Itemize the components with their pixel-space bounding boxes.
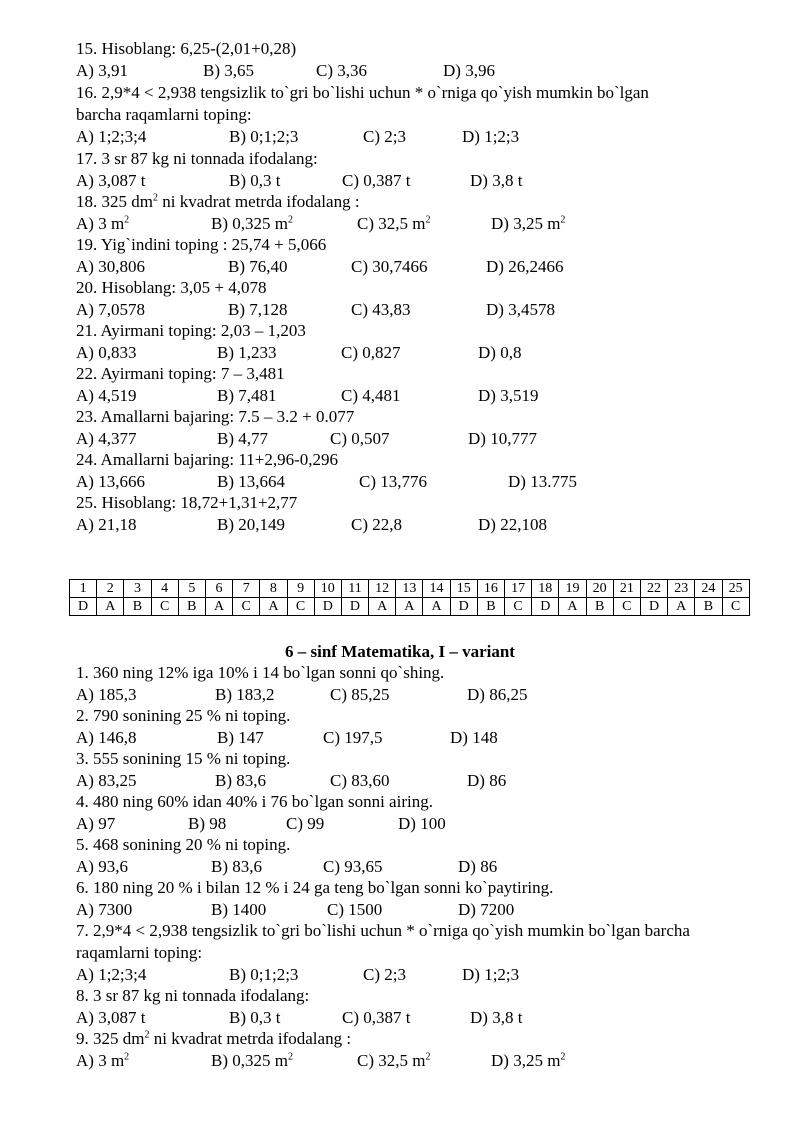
answer-key-number-cell: 22 xyxy=(640,580,667,598)
answer-key-number-cell: 19 xyxy=(559,580,586,598)
question-16-line-1: 16. 2,9*4 < 2,938 tengsizlik to`gri bo`lishi uchun * o`rniga qo`yish mumkin bo`lgan xyxy=(76,83,649,102)
question-23: 23. Amallarni bajaring: 7.5 – 3.2 + 0.077 xyxy=(76,407,355,426)
answer-key-answer-cell: D xyxy=(314,598,341,616)
option-d: D) 7200 xyxy=(458,900,515,919)
answer-key-answer-cell: A xyxy=(260,598,287,616)
answer-key-answer-cell: B xyxy=(124,598,151,616)
option-c: C) 0,387 t xyxy=(342,171,411,190)
question-3-options xyxy=(76,770,776,791)
answer-key-number-cell: 4 xyxy=(151,580,178,598)
section-title: 6 – sinf Matematika, I – variant xyxy=(285,642,515,661)
option-a: A) 93,6 xyxy=(76,857,128,876)
answer-key-number-cell: 24 xyxy=(695,580,722,598)
question-16-options xyxy=(76,126,776,147)
answer-key-answers-row xyxy=(70,598,750,616)
option-b: B) 0;1;2;3 xyxy=(229,127,299,146)
option-b: B) 7,128 xyxy=(228,300,288,319)
answer-key-number-cell: 12 xyxy=(369,580,396,598)
question-23-options xyxy=(76,428,776,449)
question-16-line-2: barcha raqamlarni toping: xyxy=(76,105,252,124)
question-7-line-2: raqamlarni toping: xyxy=(76,943,203,962)
answer-key-number-cell: 14 xyxy=(423,580,450,598)
answer-key-answer-cell: C xyxy=(287,598,314,616)
option-a: A) 146,8 xyxy=(76,728,137,747)
option-b: B) 1400 xyxy=(211,900,267,919)
option-c: C) 83,60 xyxy=(330,771,390,790)
option-a: A) 0,833 xyxy=(76,343,137,362)
option-b: B) 4,77 xyxy=(217,429,268,448)
option-b: B) 83,6 xyxy=(215,771,266,790)
option-c: C) 0,507 xyxy=(330,429,390,448)
question-18 xyxy=(76,191,360,212)
option-d: D) 13.775 xyxy=(508,472,577,491)
question-15-options xyxy=(76,60,776,81)
answer-key-number-cell: 6 xyxy=(205,580,232,598)
answer-key-number-cell: 17 xyxy=(505,580,532,598)
option-b: B) 76,40 xyxy=(228,257,288,276)
question-21-options xyxy=(76,342,776,363)
option-c: C) 22,8 xyxy=(351,515,402,534)
option-b: B) 0;1;2;3 xyxy=(229,965,299,984)
option-d: D) 100 xyxy=(398,814,446,833)
question-5-options xyxy=(76,856,776,877)
answer-key-number-cell: 10 xyxy=(314,580,341,598)
option-b: B) 83,6 xyxy=(211,857,262,876)
question-7-line-1: 7. 2,9*4 < 2,938 tengsizlik to`gri bo`lishi uchun * o`rniga qo`yish mumkin bo`lgan barcha xyxy=(76,921,690,940)
answer-key-numbers-row xyxy=(70,580,750,598)
superscript: 2 xyxy=(144,1029,150,1041)
option-d: D) 3,25 $m^2$ xyxy=(491,214,566,233)
question-25: 25. Hisoblang: 18,72+1,31+2,77 xyxy=(76,493,298,512)
answer-key-number-cell: 25 xyxy=(722,580,749,598)
option-c: C) 32,5 $m^2$ xyxy=(357,214,431,233)
answer-key-number-cell: 8 xyxy=(260,580,287,598)
answer-key-number-cell: 23 xyxy=(668,580,695,598)
option-a: A) 3 $m^2$ xyxy=(76,1051,130,1070)
question-7-options xyxy=(76,964,776,985)
option-c: C) 32,5 $m^2$ xyxy=(357,1051,431,1070)
option-b: B) 20,149 xyxy=(217,515,285,534)
option-d: D) 1;2;3 xyxy=(462,127,520,146)
option-c: C) 3,36 xyxy=(316,61,367,80)
option-a: A) 13,666 xyxy=(76,472,145,491)
option-c: C) 2;3 xyxy=(363,965,406,984)
option-d: D) 0,8 xyxy=(478,343,522,362)
option-c: C) 0,387 t xyxy=(342,1008,411,1027)
option-a: A) 83,25 xyxy=(76,771,137,790)
question-20-options xyxy=(76,299,776,320)
question-22-options xyxy=(76,385,776,406)
question-2: 2. 790 sonining 25 % ni toping. xyxy=(76,706,291,725)
option-b: B) 7,481 xyxy=(217,386,277,405)
question-24-options xyxy=(76,471,776,492)
option-a: A) 7,0578 xyxy=(76,300,145,319)
question-22: 22. Ayirmani toping: 7 – 3,481 xyxy=(76,364,285,383)
answer-key-answer-cell: A xyxy=(396,598,423,616)
answer-key-number-cell: 9 xyxy=(287,580,314,598)
question-24: 24. Amallarni bajaring: 11+2,96-0,296 xyxy=(76,450,339,469)
option-d: D) 3,25 $m^2$ xyxy=(491,1051,566,1070)
question-1-options xyxy=(76,684,776,705)
answer-key-number-cell: 18 xyxy=(532,580,559,598)
question-4-options xyxy=(76,813,776,834)
option-d: D) 3,4578 xyxy=(486,300,555,319)
answer-key-answer-cell: A xyxy=(369,598,396,616)
answer-key-answer-cell: B xyxy=(586,598,613,616)
option-a: A) 4,377 xyxy=(76,429,137,448)
option-c: C) 99 xyxy=(286,814,325,833)
option-d: D) 1;2;3 xyxy=(462,965,520,984)
option-c: C) 43,83 xyxy=(351,300,411,319)
question-5: 5. 468 sonining 20 % ni toping. xyxy=(76,835,291,854)
option-a: A) 3,91 xyxy=(76,61,128,80)
answer-key-number-cell: 5 xyxy=(178,580,205,598)
option-b: B) 0,325 $m^2$ xyxy=(211,214,293,233)
question-9-options xyxy=(76,1050,776,1071)
answer-key-answer-cell: B xyxy=(695,598,722,616)
option-d: D) 148 xyxy=(450,728,498,747)
option-c: C) 197,5 xyxy=(323,728,383,747)
option-b: B) 1,233 xyxy=(217,343,277,362)
question-18-text: 18. 325 dm xyxy=(76,192,153,211)
question-25-options xyxy=(76,514,776,535)
option-d: D) 10,777 xyxy=(468,429,537,448)
option-a: A) 3,087 t xyxy=(76,1008,146,1027)
option-b: B) 98 xyxy=(188,814,227,833)
option-a: A) 7300 xyxy=(76,900,133,919)
answer-key-answer-cell: A xyxy=(668,598,695,616)
question-8-options xyxy=(76,1007,776,1028)
answer-key-number-cell: 21 xyxy=(613,580,640,598)
option-a: A) 97 xyxy=(76,814,116,833)
question-17: 17. 3 sr 87 kg ni tonnada ifodalang: xyxy=(76,149,318,168)
option-b: B) 0,325 $m^2$ xyxy=(211,1051,293,1070)
option-c: C) 2;3 xyxy=(363,127,406,146)
answer-key-answer-cell: A xyxy=(423,598,450,616)
option-c: C) 1500 xyxy=(327,900,383,919)
question-20: 20. Hisoblang: 3,05 + 4,078 xyxy=(76,278,267,297)
answer-key-number-cell: 11 xyxy=(341,580,368,598)
question-9 xyxy=(76,1028,351,1049)
option-c: C) 30,7466 xyxy=(351,257,428,276)
option-a: A) 30,806 xyxy=(76,257,145,276)
answer-key-number-cell: 15 xyxy=(450,580,477,598)
answer-key-answer-cell: A xyxy=(97,598,124,616)
question-18-text-end: ni kvadrat metrda ifodalang : xyxy=(157,192,360,211)
superscript: 2 xyxy=(152,192,158,204)
option-c: C) 13,776 xyxy=(359,472,427,491)
answer-key-number-cell: 3 xyxy=(124,580,151,598)
option-d: D) 3,8 t xyxy=(470,1008,523,1027)
option-a: A) 1;2;3;4 xyxy=(76,127,147,146)
answer-key-answer-cell: D xyxy=(70,598,97,616)
question-1: 1. 360 ning 12% iga 10% i 14 bo`lgan sonni qo`shing. xyxy=(76,663,445,682)
answer-key-number-cell: 20 xyxy=(586,580,613,598)
option-d: D) 3,96 xyxy=(443,61,495,80)
option-b: B) 3,65 xyxy=(203,61,254,80)
answer-key-number-cell: 7 xyxy=(233,580,260,598)
option-a: A) 1;2;3;4 xyxy=(76,965,147,984)
option-d: D) 86 xyxy=(458,857,498,876)
question-6: 6. 180 ning 20 % i bilan 12 % i 24 ga teng bo`lgan sonni ko`paytiring. xyxy=(76,878,554,897)
answer-key-number-cell: 16 xyxy=(477,580,504,598)
answer-key-answer-cell: C xyxy=(151,598,178,616)
option-b: B) 183,2 xyxy=(215,685,275,704)
question-19-options xyxy=(76,256,776,277)
question-4: 4. 480 ning 60% idan 40% i 76 bo`lgan sonni airing. xyxy=(76,792,433,811)
answer-key-answer-cell: D xyxy=(341,598,368,616)
question-2-options xyxy=(76,727,776,748)
answer-key-number-cell: 13 xyxy=(396,580,423,598)
option-c: C) 93,65 xyxy=(323,857,383,876)
question-9-text: 9. 325 dm xyxy=(76,1029,145,1048)
question-3: 3. 555 sonining 15 % ni toping. xyxy=(76,749,291,768)
answer-key-answer-cell: C xyxy=(505,598,532,616)
option-c: C) 4,481 xyxy=(341,386,401,405)
answer-key-answer-cell: D xyxy=(450,598,477,616)
answer-key-number-cell: 1 xyxy=(70,580,97,598)
answer-key-answer-cell: A xyxy=(559,598,586,616)
answer-key-answer-cell: A xyxy=(205,598,232,616)
option-a: A) 3 $m^2$ xyxy=(76,214,130,233)
option-c: C) 0,827 xyxy=(341,343,401,362)
answer-key-answer-cell: D xyxy=(640,598,667,616)
answer-key-answer-cell: C xyxy=(233,598,260,616)
question-15: 15. Hisoblang: 6,25-(2,01+0,28) xyxy=(76,39,297,58)
option-a: A) 21,18 xyxy=(76,515,137,534)
option-b: B) 0,3 t xyxy=(229,171,281,190)
option-c: C) 85,25 xyxy=(330,685,390,704)
question-19: 19. Yig`indini toping : 25,74 + 5,066 xyxy=(76,235,327,254)
option-a: A) 185,3 xyxy=(76,685,137,704)
option-d: D) 86 xyxy=(467,771,507,790)
option-d: D) 3,8 t xyxy=(470,171,523,190)
question-17-options xyxy=(76,170,776,191)
option-b: B) 147 xyxy=(217,728,264,747)
answer-key-answer-cell: C xyxy=(722,598,749,616)
answer-key-answer-cell: D xyxy=(532,598,559,616)
question-8: 8. 3 sr 87 kg ni tonnada ifodalang: xyxy=(76,986,310,1005)
answer-key-number-cell: 2 xyxy=(97,580,124,598)
answer-key-answer-cell: C xyxy=(613,598,640,616)
question-21: 21. Ayirmani toping: 2,03 – 1,203 xyxy=(76,321,306,340)
option-d: D) 3,519 xyxy=(478,386,539,405)
option-a: A) 3,087 t xyxy=(76,171,146,190)
question-6-options xyxy=(76,899,776,920)
option-d: D) 26,2466 xyxy=(486,257,564,276)
question-9-text-end: ni kvadrat metrda ifodalang : xyxy=(149,1029,352,1048)
answer-key-answer-cell: B xyxy=(178,598,205,616)
answer-key-answer-cell: B xyxy=(477,598,504,616)
option-d: D) 22,108 xyxy=(478,515,547,534)
option-d: D) 86,25 xyxy=(467,685,528,704)
question-18-options xyxy=(76,213,776,234)
option-b: B) 13,664 xyxy=(217,472,285,491)
option-a: A) 4,519 xyxy=(76,386,137,405)
option-b: B) 0,3 t xyxy=(229,1008,281,1027)
answer-key-table xyxy=(69,579,750,616)
